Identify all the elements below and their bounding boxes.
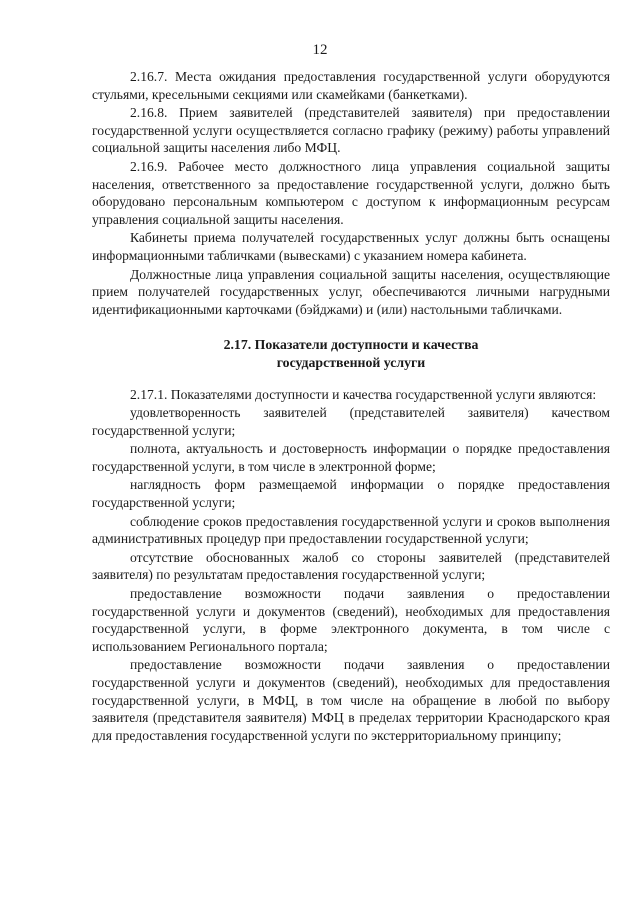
heading-line-2: государственной услуги xyxy=(276,354,426,370)
list-item-completeness: полнота, актуальность и достоверность информации о порядке предоставления государственной услуги, в том числе в электронной форме; xyxy=(92,441,610,474)
list-item-satisfaction: удовлетворенность заявителей (представителей заявителя) качеством государственной услуги; xyxy=(92,405,610,438)
paragraph-2-17-1: 2.17.1. Показателями доступности и качества государственной услуги являются: xyxy=(130,386,597,402)
list-item-electronic-submission: предоставление возможности подачи заявления о предоставлении государственной услуги и документов (сведений), необходимых для предоставления государственной услуги, в форме электронного документа, в том числе с использованием Регионального портала; xyxy=(92,586,610,654)
paragraph-2-16-9: 2.16.9. Рабочее место должностного лица управления социальной защиты населения, ответственного за предоставление государственной услуги, должно быть оборудовано персональным компьютером с доступом к информационным ресурсам управления социальной защиты населения. xyxy=(92,158,610,227)
paragraph-2-16-7: 2.16.7. Места ожидания предоставления государственной услуги оборудуются стульями, кресельными секциями или скамейками (банкетками). xyxy=(92,69,610,102)
paragraph-cabinets: Кабинеты приема получателей государственных услуг должны быть оснащены информационными табличками (вывесками) с указанием номера кабинета. xyxy=(92,230,610,263)
section-heading-2-17 xyxy=(92,336,610,371)
list-item-clarity: наглядность форм размещаемой информации о порядке предоставления государственной услуги; xyxy=(92,477,610,511)
list-item-mfc-submission: предоставление возможности подачи заявления о предоставлении государственной услуги и документов (сведений), необходимых для предоставления государственной услуги, в МФЦ, в том числе на обращение в любой по выбору заявителя (представителя заявителя) МФЦ в пределах территории Краснодарского края для предоставления государственной услуги по экстерриториальному принципу; xyxy=(92,657,610,743)
list-item-deadlines: соблюдение сроков предоставления государственной услуги и сроков выполнения административных процедур при предоставлении государственной услуги; xyxy=(92,513,610,547)
paragraph-2-16-8: 2.16.8. Прием заявителей (представителей заявителя) при предоставлении государственной услуги осуществляется согласно графику (режиму) работы управлений социальной защиты населения либо МФЦ. xyxy=(92,105,610,156)
paragraph-officials: Должностные лица управления социальной защиты населения, осуществляющие прием получателей государственных услуг, обеспечиваются личными нагрудными идентификационными карточками (бэйджами) и (или) настольными табличками. xyxy=(92,266,610,317)
page-number: 12 xyxy=(312,42,328,58)
list-item-no-complaints: отсутствие обоснованных жалоб со стороны заявителей (представителей заявителя) по результатам предоставления государственной услуги; xyxy=(92,549,610,583)
heading-line-1: 2.17. Показатели доступности и качества xyxy=(223,337,479,353)
document-body xyxy=(92,68,610,745)
